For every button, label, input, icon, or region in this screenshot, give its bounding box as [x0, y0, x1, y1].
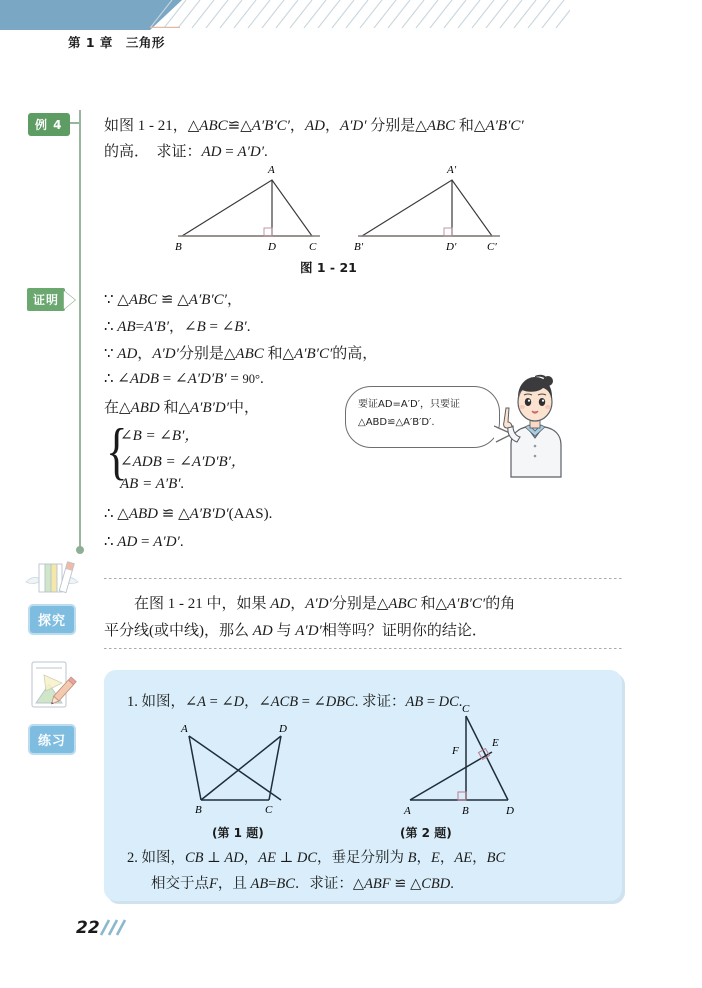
pf3-adp: A′D′	[152, 346, 179, 362]
pf7-ad: AD	[117, 534, 138, 550]
example-l1-d: 分别是	[366, 118, 416, 134]
pf4-a1: ∠ADB	[117, 371, 160, 387]
pr1-eq2: =	[298, 694, 314, 710]
pr2-c3: ，	[416, 850, 432, 866]
practice-figure-1	[175, 718, 305, 823]
proof-line-1	[104, 288, 242, 309]
pr2-ae: AE	[258, 850, 276, 866]
pf3-t1: △ABC	[223, 346, 264, 362]
pr1-eq: =	[206, 694, 222, 710]
pf6-cong: ≌	[158, 506, 179, 522]
prfig2-label-D: D	[506, 805, 514, 817]
header-stripes	[150, 0, 570, 28]
pf5-t2: △A′B′D′	[178, 400, 230, 416]
prfig1-label-D: D	[279, 723, 287, 735]
pf3-end: 的高，	[332, 346, 378, 362]
explore-divider-top	[104, 578, 622, 579]
pr2b-ab: AB	[250, 876, 269, 892]
pr1-end: .	[458, 694, 463, 710]
pf5-he: 和	[159, 400, 179, 416]
fig121-label-Cp: C′	[487, 241, 497, 253]
notebook-pencil-icon	[22, 657, 82, 720]
practice-question-2-line-1	[127, 846, 505, 867]
pr2-b: B	[407, 850, 417, 866]
example-l1-cong: ≌	[227, 118, 241, 134]
fig121-label-D: D	[268, 241, 276, 253]
exp1-t2: △A′B′C′	[435, 596, 486, 612]
pr1-num: 1. 如图，	[127, 694, 185, 710]
pf7-end: .	[179, 534, 184, 550]
badge-proof-arrow	[64, 291, 75, 309]
pr2b-t1: △ABF	[352, 876, 391, 892]
pf1-end: ，	[226, 292, 242, 308]
pf4-eq2: =	[226, 371, 243, 387]
example-l2-ad: AD	[201, 144, 222, 160]
pf5-end: 中，	[229, 400, 260, 416]
explore-line-1	[104, 592, 515, 613]
badge-explore: 探究	[28, 604, 76, 635]
pf4-sym: ∴	[104, 371, 118, 387]
pr2-ad: AD	[224, 850, 244, 866]
pr2-bc: BC	[486, 850, 506, 866]
exp1-adp: A′D′	[305, 596, 332, 612]
exp1-he: 和	[416, 596, 436, 612]
practice-question-2-line-2	[151, 872, 454, 893]
pf2-sym: ∴	[104, 319, 118, 335]
pf2-c: ，	[168, 319, 184, 335]
pf2-end: .	[246, 319, 251, 335]
pr1-a2: ∠D	[221, 694, 245, 710]
proof-brace-line-2: ∠ADB = ∠A′D′B′，	[120, 454, 246, 470]
header-band	[0, 0, 702, 30]
example-l2-adp: A′D′	[237, 144, 265, 160]
pr1-ab: AB	[405, 694, 424, 710]
page-slashes-decoration	[98, 918, 138, 943]
pr2b-end: .	[450, 876, 454, 892]
practice-figure-2	[400, 700, 530, 825]
exp1-c: ，	[290, 596, 306, 612]
pf3-t: 分别是	[178, 346, 224, 362]
fig121-label-Bp: B′	[354, 241, 364, 253]
example-l1-tri2: △A′B′C′	[240, 118, 290, 134]
proof-line-2	[104, 315, 250, 336]
exp2-yu: 与	[272, 623, 296, 639]
example-l1-c: ，	[324, 118, 340, 134]
exp1-a: 在图 1 - 21 中，如果	[104, 596, 271, 612]
example-l1-tri4: △A′B′C′	[473, 118, 524, 134]
pf3-ad: AD	[117, 346, 138, 362]
pr2b-bc: BC	[276, 876, 295, 892]
pf7-adp: A′D′	[153, 534, 180, 550]
pr2-c1: ，	[243, 850, 259, 866]
pr2b-t2: △CBD	[410, 876, 451, 892]
pr2-num: 2. 如图，	[127, 850, 185, 866]
example-l1-tri3: △ABC	[415, 118, 456, 134]
example-l2-dot: .	[264, 144, 268, 160]
exp1-t1: △ABC	[376, 596, 417, 612]
pr2-e: E	[431, 850, 440, 866]
badge-proof-wrapper	[27, 288, 75, 311]
pr2b-f: F	[209, 876, 218, 892]
pf3-sym: ∵	[104, 346, 118, 362]
example-l1-adp: A′D′	[339, 118, 367, 134]
example-l1-ad: AD	[304, 118, 325, 134]
proof-brace-line-1: ∠B = ∠B′，	[120, 428, 200, 444]
pf2-angbp: ∠B′	[221, 319, 247, 335]
proof-line-3	[104, 342, 377, 363]
proof-brace: {	[106, 415, 128, 486]
practice-figure-2-caption: (第 2 题)	[400, 826, 452, 840]
pr2-c2: ，垂足分别为	[317, 850, 408, 866]
pr2-cb: CB	[185, 850, 204, 866]
pf5-t1: △ABD	[119, 400, 160, 416]
pf6-sym: ∴	[104, 506, 118, 522]
pr1-c: ，	[244, 694, 259, 710]
proof-line-5	[104, 396, 259, 417]
figure-1-21-caption: 图 1 - 21	[300, 260, 357, 275]
pr2-perp: ⊥	[203, 850, 225, 866]
prfig2-label-E: E	[492, 737, 499, 749]
pf6-aas: (AAS).	[228, 506, 273, 522]
girl-character-icon	[495, 372, 573, 487]
fig121-label-Dp: D′	[446, 241, 457, 253]
pf2-ab: AB	[117, 319, 136, 335]
bubble-line-1: 要证AD=A′D′，只要证	[358, 399, 461, 410]
example-rail-tick	[69, 122, 81, 124]
example-rail	[79, 110, 81, 550]
pf3-he: 和	[263, 346, 283, 362]
pr1-eq3: =	[423, 694, 439, 710]
exp1-ad: AD	[270, 596, 291, 612]
proof-line-6	[104, 504, 272, 523]
proof-brace-line-3: AB = A′B′.	[120, 476, 185, 492]
pf1-t2: △A′B′C′	[177, 292, 227, 308]
pf3-c1: ，	[137, 346, 153, 362]
example-l1-tri1: △ABC	[187, 118, 228, 134]
prfig2-label-F: F	[452, 745, 459, 757]
pr2-dc: DC	[296, 850, 318, 866]
pr2b-cong: ≌	[390, 876, 411, 892]
pr1-a3: ∠ACB	[258, 694, 299, 710]
chapter-title: 第 1 章 三角形	[68, 35, 165, 50]
proof-line-4	[104, 369, 264, 388]
pf1-cong: ≌	[157, 292, 178, 308]
exp1-d: 分别是	[331, 596, 377, 612]
pf3-t2: △A′B′C′	[282, 346, 333, 362]
pf2-eq: =	[135, 319, 145, 335]
pf1-t1: △ABC	[117, 292, 158, 308]
prfig2-label-A: A	[404, 805, 411, 817]
pf4-eq: =	[159, 371, 175, 387]
exp2-end: 相等吗？证明你的结论．	[321, 623, 487, 639]
page-number: 22	[76, 918, 100, 938]
speech-bubble-text	[358, 396, 498, 432]
exp2-ad: AD	[252, 623, 273, 639]
prfig1-label-A: A	[181, 723, 188, 735]
pf6-t1: △ABD	[117, 506, 158, 522]
pf4-end: .	[260, 371, 264, 387]
explore-divider-bottom	[104, 648, 622, 649]
figure-1-21	[172, 158, 512, 259]
exp2-a: 平分线(或中线)，那么	[104, 623, 253, 639]
pr2b-eq: =	[268, 876, 277, 892]
prfig2-label-B: B	[462, 805, 469, 817]
pr2b-a: 相交于点	[151, 876, 209, 892]
example-line-1	[104, 113, 524, 139]
proof-line-7	[104, 532, 184, 551]
books-icon	[22, 556, 82, 605]
pr1-p: . 求证：	[354, 694, 406, 710]
pf2-angb: ∠B	[184, 319, 206, 335]
practice-figure-1-caption: (第 1 题)	[212, 826, 264, 840]
pr1-a1: ∠A	[185, 694, 207, 710]
pf6-t2: △A′B′D′	[178, 506, 229, 522]
example-l2-eq: =	[221, 144, 238, 160]
header-blue-block	[0, 0, 150, 30]
exp1-end: 的角	[485, 596, 516, 612]
fig121-label-Ap: A′	[447, 164, 457, 176]
prfig1-label-C: C	[265, 804, 273, 816]
explore-line-2	[104, 619, 487, 640]
pr2-perp2: ⊥	[275, 850, 297, 866]
pr2-ae2: AE	[454, 850, 473, 866]
example-l1-b: ，	[289, 118, 305, 134]
example-l1-e: 和	[455, 118, 474, 134]
badge-practice: 练习	[28, 724, 76, 755]
example-l2-a: 的高． 求证：	[104, 144, 202, 160]
pf5-zai: 在	[104, 400, 120, 416]
pf2-eq2: =	[205, 319, 222, 335]
prfig1-label-B: B	[195, 804, 202, 816]
fig121-label-B: B	[175, 241, 182, 253]
pr2-c4: ，	[439, 850, 455, 866]
fig121-label-C: C	[309, 241, 317, 253]
pr2b-c: ，且	[217, 876, 251, 892]
pf4-deg: 90°	[242, 372, 261, 386]
badge-example: 例 4	[28, 113, 70, 136]
pf7-sym: ∴	[104, 534, 118, 550]
exp2-adp: A′D′	[295, 623, 322, 639]
pr1-dc: DC	[438, 694, 459, 710]
bubble-line-2: △ABD≌△A′B′D′.	[358, 417, 435, 428]
pr1-a4: ∠DBC	[313, 694, 355, 710]
example-rail-end-dot	[76, 546, 84, 554]
fig121-label-A: A	[268, 164, 275, 176]
pf4-a2: ∠A′D′B′	[175, 371, 227, 387]
pf1-sym: ∵	[104, 292, 118, 308]
pf2-abp: A′B′	[144, 319, 169, 335]
pr2-c5: ，	[472, 850, 487, 866]
badge-proof: 证明	[27, 288, 65, 311]
prfig2-label-C: C	[462, 703, 470, 715]
pf7-eq: =	[137, 534, 154, 550]
example-l1-a: 如图 1 - 21，	[104, 118, 188, 134]
pr2b-p: ．求证：	[294, 876, 353, 892]
